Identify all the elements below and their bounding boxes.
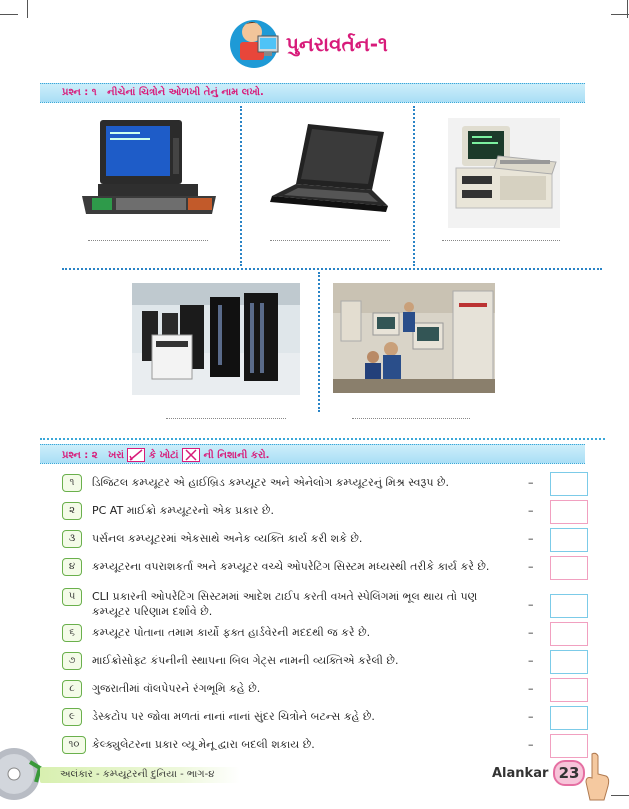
statement-dash: – [528,710,534,723]
desktop-pc-image [448,118,560,228]
statement-dash: – [528,504,534,517]
statement-dash: – [528,532,534,545]
statement-row [62,586,602,624]
statement-dash: – [528,738,534,751]
crop-mark [611,795,629,809]
question-1-prefix: પ્રશ્ન : ૧ [62,87,97,98]
tick-mark-icon [127,448,145,462]
cross-mark-icon [182,448,200,462]
answer-box[interactable] [550,678,588,702]
statement-number: ૨ [62,502,82,520]
answer-box[interactable] [550,650,588,674]
question-2-mid-word: કે ખોટાં [148,450,179,461]
answer-box[interactable] [550,528,588,552]
answer-line[interactable] [166,418,286,419]
footer-text: અલંકાર - કમ્પ્યૂટરની દુનિયા - ભાગ-૪ [60,769,215,780]
title-block [230,14,430,74]
page-number: 23 [553,760,585,786]
statement-number: ૧૦ [62,736,86,754]
question-2-end-text: ની નિશાની કરો. [203,450,270,461]
statement-row [62,528,602,552]
grid-divider [413,106,415,266]
question-2-header [40,444,585,464]
statement-dash: – [528,560,534,573]
statement-row [62,734,602,758]
statement-text: ગુજરાતીમાં વૉલપેપરને રંગભૂમિ કહે છે. [92,682,261,695]
page-title: પુનરાવર્તન-૧ [286,32,388,56]
grid-divider [318,272,320,412]
statement-dash: – [528,476,534,489]
statement-text: CLI પ્રકારની ઓપરેટિંગ સિસ્ટમમાં આદેશ ટાઈપ કરતી વખતે સ્પેલિંગમાં ભૂલ થાય તો પણ કમ્પ્યૂટર પરિણામ દર્શાવે છે. [92,590,478,618]
question-1-text: નીચેનાં ચિત્રોને ઓળખી તેનું નામ લખો. [107,87,264,98]
grid-divider [40,438,605,440]
answer-box[interactable] [550,500,588,524]
answer-line[interactable] [270,240,390,241]
statement-dash: – [528,682,534,695]
question-2-prefix: પ્રશ્ન : ૨ [62,450,98,461]
statement-number: ૩ [62,530,82,548]
statement-text: કેલ્ક્યુલેટરના પ્રકાર વ્યૂ મેનૂ દ્વારા બદલી શકાય છે. [92,738,315,751]
statement-number: ૮ [62,680,82,698]
cd-disc-icon [0,742,44,804]
statement-dash: – [528,598,534,611]
statement-number: ૧ [62,474,82,492]
question-2-true-word: ખરાં [108,450,124,461]
statement-number: ૪ [62,558,82,576]
supercomputer-image [132,283,300,395]
crop-mark [0,14,18,28]
answer-box[interactable] [550,472,588,496]
answer-box[interactable] [550,706,588,730]
statement-number: ૯ [62,708,82,726]
answer-box[interactable] [550,734,588,758]
statement-dash: – [528,626,534,639]
crop-mark [611,14,629,28]
answer-box[interactable] [550,594,588,618]
grid-divider [62,268,602,270]
statement-text: PC AT માઈક્રો કમ્પ્યૂટરનો એક પ્રકાર છે. [92,504,274,517]
statement-text: માઈક્રોસોફ્ટ કંપનીની સ્થાપના બિલ ગેટ્સ નામની વ્યક્તિએ કરેલી છે. [92,654,399,667]
old-computer-image [78,118,220,218]
statement-text: પર્સનલ કમ્પ્યૂટરમાં એકસાથે અનેક વ્યક્તિ કાર્ય કરી શકે છે. [92,532,363,545]
statement-text: કમ્પ્યૂટરના વપરાશકર્તા અને કમ્પ્યૂટર વચ્ચે ઓપરેટિંગ સિસ્ટમ મધ્યસ્થી તરીકે કાર્ય કરે છે. [92,560,490,573]
boy-with-computer-icon [230,14,282,72]
publisher-logo: Alankar [492,766,549,781]
statement-row [62,500,602,524]
statement-row [62,706,602,730]
statement-dash: – [528,654,534,667]
statement-number: ૭ [62,652,82,670]
statement-row [62,472,602,496]
statement-row [62,650,602,674]
statement-row [62,678,602,702]
statement-number: ૫ [62,588,82,606]
statement-number: ૬ [62,624,82,642]
answer-line[interactable] [88,240,208,241]
answer-line[interactable] [352,418,470,419]
statement-text: કમ્પ્યૂટર પોતાના તમામ કાર્યો ફક્ત હાર્ડવેરની મદદથી જ કરે છે. [92,626,371,639]
pointing-hand-icon [584,752,612,802]
statement-text: ડિજિટલ કમ્પ્યૂટર એ હાઈબ્રિડ કમ્પ્યૂટર અને એનેલોગ કમ્પ્યૂટરનું મિશ્ર સ્વરૂપ છે. [92,476,450,489]
answer-box[interactable] [550,556,588,580]
statement-text: ડેસ્કટોપ પર જોવા મળતાં નાનાં નાનાં સુંદર ચિત્રોને બટન્સ કહે છે. [92,710,375,723]
grid-divider [240,106,242,266]
mainframe-room-image [333,283,495,393]
laptop-image [268,120,392,218]
statement-row [62,556,602,580]
question-1-header [40,83,585,103]
answer-line[interactable] [442,240,560,241]
answer-box[interactable] [550,622,588,646]
statement-row [62,622,602,646]
